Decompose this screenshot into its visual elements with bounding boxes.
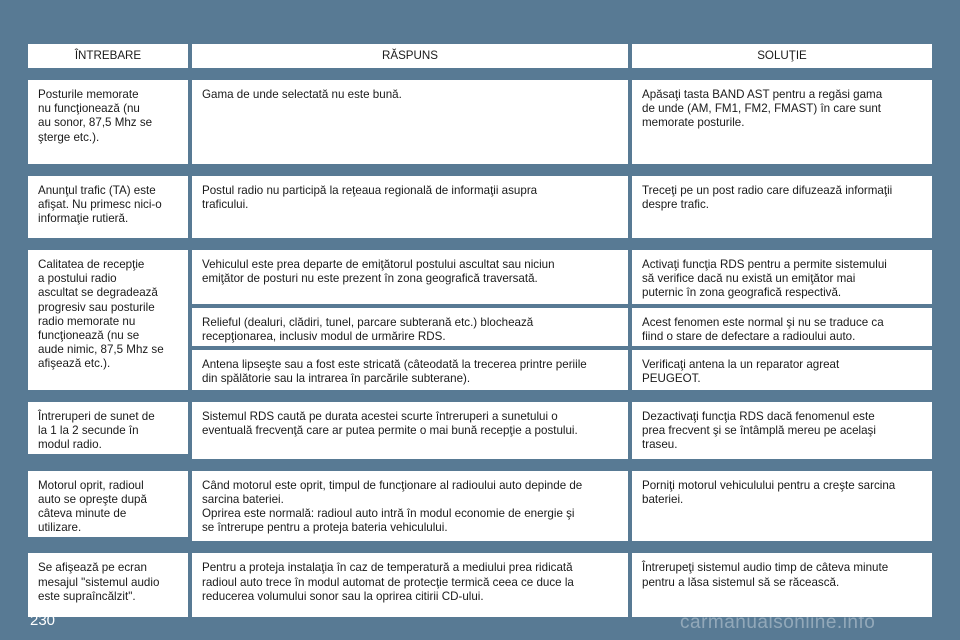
solution-cell: Porniţi motorul vehiculului pentru a creşte sarcina bateriei. — [632, 471, 932, 542]
question-cell: Anunţul trafic (TA) este afişat. Nu primesc nici-o informaţie rutieră. — [28, 176, 188, 238]
table-row — [28, 402, 932, 459]
table-row — [28, 176, 932, 238]
header-question: ÎNTREBARE — [28, 44, 188, 68]
question-cell: Motorul oprit, radioul auto se opreşte după câteva minute de utilizare. — [28, 471, 188, 537]
table-row — [28, 80, 932, 164]
table-row-group — [28, 250, 932, 390]
question-cell: Posturile memorate nu funcţionează (nu au sonor, 87,5 Mhz se şterge etc.). — [28, 80, 188, 164]
watermark: carmanualsonline.info — [680, 612, 876, 633]
header-answer: RĂSPUNS — [192, 44, 628, 68]
answer-cell: Postul radio nu participă la reţeaua regională de informaţii asupra traficului. — [192, 176, 628, 238]
answer-cell: Gama de unde selectată nu este bună. — [192, 80, 628, 164]
solution-cell: Dezactivaţi funcţia RDS dacă fenomenul este prea frecvent şi se întâmplă mereu pe acelaşi traseu. — [632, 402, 932, 459]
table-header — [28, 44, 932, 68]
question-cell: Calitatea de recepţie a postului radio ascultat se degradează progresiv sau posturile radio memorate nu funcţionează (nu se aude nimic, 87,5 Mhz se afişează etc.). — [28, 250, 188, 390]
answer-cell: Pentru a proteja instalaţia în caz de temperatură a mediului prea ridicată radioul auto trece în modul automat de protecţie termică ceea ce duce la reducerea volumului sonor sau la oprirea citirii CD-ului. — [192, 553, 628, 617]
solution-cell: Treceţi pe un post radio care difuzează informaţii despre trafic. — [632, 176, 932, 238]
answer-cell: Relieful (dealuri, clădiri, tunel, parcare subterană etc.) blochează recepţionarea, inclusiv modul de urmărire RDS. — [192, 308, 628, 346]
question-cell: Întreruperi de sunet de la 1 la 2 secunde în modul radio. — [28, 402, 188, 454]
solution-cell: Acest fenomen este normal şi nu se traduce ca fiind o stare de defectare a radioului auto. — [632, 308, 932, 346]
header-solution: SOLUŢIE — [632, 44, 932, 68]
answer-cell: Când motorul este oprit, timpul de funcţionare al radioului auto depinde de sarcina bateriei. Oprirea este normală: radioul auto intră în modul economie de energie şi se întrerupe pentru a proteja bateria vehiculului. — [192, 471, 628, 542]
answer-cell: Vehiculul este prea departe de emiţătorul postului ascultat sau niciun emiţător de posturi nu este prezent în zona geografică traversată. — [192, 250, 628, 304]
page-number: 230 — [30, 612, 56, 629]
answer-cell: Antena lipseşte sau a fost este stricată (câteodată la trecerea printre periile din spălătorie sau la intrarea în parcările subterane). — [192, 350, 628, 390]
answer-cell: Sistemul RDS caută pe durata acestei scurte întreruperi a sunetului o eventuală frecvenţă care ar putea permite o mai bună recepţie a postului. — [192, 402, 628, 459]
solution-cell: Activaţi funcţia RDS pentru a permite sistemului să verifice dacă nu există un emiţător mai puternic în zona geografică respectivă. — [632, 250, 932, 304]
solution-cell: Întrerupeţi sistemul audio timp de câteva minute pentru a lăsa sistemul să se răcească. — [632, 553, 932, 617]
table-row — [28, 553, 932, 617]
troubleshooting-table — [28, 44, 932, 621]
table-row — [28, 471, 932, 542]
solution-cell: Apăsaţi tasta BAND AST pentru a regăsi gama de unde (AM, FM1, FM2, FMAST) în care sunt memorate posturile. — [632, 80, 932, 164]
question-cell: Se afişează pe ecran mesajul "sistemul audio este supraîncălzit". — [28, 553, 188, 617]
solution-cell: Verificaţi antena la un reparator agreat PEUGEOT. — [632, 350, 932, 390]
